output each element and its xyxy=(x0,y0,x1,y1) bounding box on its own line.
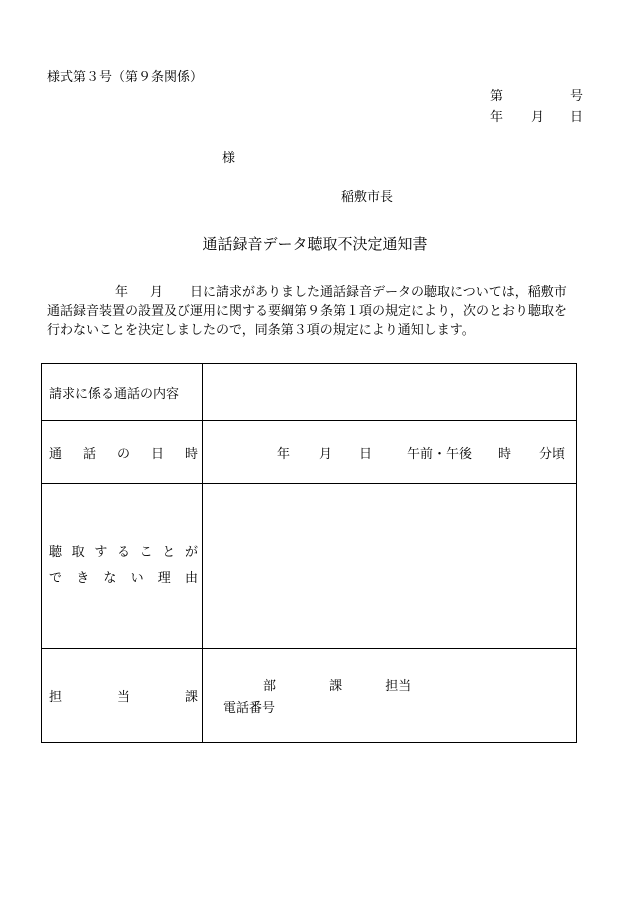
row-call-datetime xyxy=(42,421,577,484)
phone-line: 電話番号 xyxy=(223,701,276,716)
dt-minute: 分頃 xyxy=(539,446,566,462)
document-number xyxy=(490,85,583,104)
label-reason xyxy=(42,484,203,649)
label-char: る xyxy=(116,545,130,560)
dt-ampm: 午前・午後 xyxy=(407,446,473,462)
label-char: す xyxy=(94,545,108,560)
body-month: 月 xyxy=(150,285,164,300)
date-day: 日 xyxy=(569,110,583,125)
label-char: こ xyxy=(139,545,153,560)
label-char: 担 xyxy=(49,690,63,705)
body-year: 年 xyxy=(115,285,129,300)
label-call-datetime xyxy=(42,421,203,484)
label-char: 課 xyxy=(184,690,198,705)
label-char: い xyxy=(130,571,144,586)
addressee-honorific: 様 xyxy=(222,151,236,166)
notice-table xyxy=(41,363,577,743)
label-char: 理 xyxy=(157,571,171,586)
row-department xyxy=(42,649,577,743)
label-char: 由 xyxy=(184,571,198,586)
dt-day: 日 xyxy=(359,446,373,462)
label-char: 聴 xyxy=(49,545,63,560)
label-char: 当 xyxy=(116,690,130,705)
body-line-1 xyxy=(47,283,587,302)
doc-number-suffix: 号 xyxy=(569,89,583,104)
label-call-content: 請求に係る通話の内容 xyxy=(42,364,203,421)
label-char: き xyxy=(76,571,90,586)
value-call-content xyxy=(203,364,577,421)
doc-number-prefix: 第 xyxy=(490,89,504,104)
body-line-1-rest: 日に請求がありました通話録音データの聴取については，稲敷市 xyxy=(190,285,567,300)
label-char: 日 xyxy=(150,446,164,462)
label-char: 取 xyxy=(71,545,85,560)
dept-tanto: 担当 xyxy=(385,679,412,694)
dept-line xyxy=(213,675,576,694)
row-call-content xyxy=(42,364,577,421)
sender-name: 稲敷市長 xyxy=(341,190,394,205)
label-char: と xyxy=(162,545,176,560)
label-char: 時 xyxy=(184,446,198,462)
body-text xyxy=(47,283,587,340)
dept-ka: 課 xyxy=(329,679,343,694)
value-department xyxy=(203,649,577,743)
label-char: の xyxy=(116,446,130,462)
label-department xyxy=(42,649,203,743)
dt-month: 月 xyxy=(319,446,333,462)
value-reason xyxy=(203,484,577,649)
body-line-2: 通話録音装置の設置及び運用に関する要綱第９条第１項の規定により，次のとおり聴取を xyxy=(47,304,568,319)
label-char: 話 xyxy=(82,446,96,462)
row-reason xyxy=(42,484,577,649)
dt-hour: 時 xyxy=(498,446,512,462)
label-char: な xyxy=(103,571,117,586)
label-char: 通 xyxy=(49,446,63,462)
date-month: 月 xyxy=(531,110,545,125)
body-line-3: 行わないことを決定しましたので，同条第３項の規定により通知します。 xyxy=(47,323,475,338)
dept-bu: 部 xyxy=(263,679,277,694)
value-call-datetime xyxy=(203,421,577,484)
dt-year: 年 xyxy=(277,446,291,462)
issue-date xyxy=(490,106,583,125)
form-number: 様式第３号（第９条関係） xyxy=(47,70,204,85)
label-char: が xyxy=(184,545,198,560)
document-title: 通話録音データ聴取不決定通知書 xyxy=(202,235,428,253)
label-char: で xyxy=(49,571,63,586)
date-year: 年 xyxy=(490,110,504,125)
